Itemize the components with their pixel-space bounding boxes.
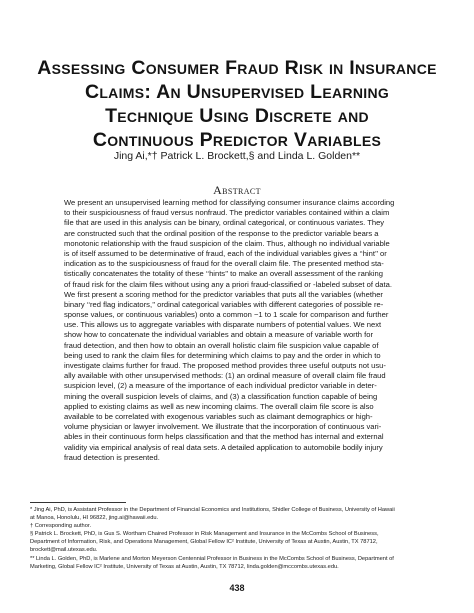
footnotes <box>30 506 446 571</box>
footnote-line: § Patrick L. Brockett, PhD, is Gus S. Wortham Chaired Professor in Risk Management and Insurance in the McCombs School of Business, <box>30 531 379 538</box>
abstract-body <box>64 198 414 463</box>
title-line: Continuous Predictor Variables <box>92 129 382 151</box>
author-list: Jing Ai,*† Patrick L. Brockett,§ and Linda L. Golden** <box>113 150 361 162</box>
abstract-line: volume physician or lawyer involvement. We illustrate that the incorporation of continuous vari- <box>64 422 382 432</box>
title-line: Claims: An Unsupervised Learning <box>84 81 390 103</box>
page-number: 438 <box>229 583 245 593</box>
abstract-line: ables in their continuous form helps classification and that the method has internal and external <box>64 432 384 442</box>
abstract-line: We present an unsupervised learning method for classifying consumer insurance claims according <box>64 198 395 207</box>
footnote-line: at Manoa, Honolulu, HI 96822, jing.ai@hawaii.edu. <box>30 515 159 522</box>
abstract-line: fraud detection is presented. <box>64 452 160 462</box>
abstract-line: sponse values, or continuous variables) onto a common −1 to 1 scale for comparison and further <box>64 310 389 320</box>
abstract-line: ally available with other unsupervised methods: (1) an ordinal measure of overall claim file fraud <box>64 371 386 381</box>
abstract-line: validity via empirical analysis of real data sets. A detailed application to automobile bodily injury <box>64 442 383 452</box>
paper-title <box>30 56 444 152</box>
abstract-line: monotonic relationship with the fraud suspicion of the claim. Thus, although no individual variable <box>64 238 390 248</box>
abstract-line: are constructed such that the ordinal position of the response to the predictor variable bears a <box>64 228 379 238</box>
footnote-rule <box>30 502 126 503</box>
abstract-line: use. This allows us to aggregate variables with disparate numbers of potential values. We next <box>64 320 382 330</box>
abstract-line: tistically concatenates the totality of these ‘‘hints’’ to make an overall assessment of the ranking <box>64 269 383 279</box>
abstract-heading: Abstract <box>213 183 261 197</box>
title-line: Assessing Consumer Fraud Risk in Insurance <box>37 57 437 79</box>
abstract-line: is of itself assumed to be determinative of fraud, each of the individual variables gives a ‘‘hint’’ or <box>64 248 387 258</box>
footnote-line: brockett@mail.utexas.edu. <box>30 547 98 554</box>
footnote-line: Marketing, Global Fellow IC² Institute, University of Texas at Austin, Austin, TX 78712, linda.golden@mccombs.utexas.edu. <box>30 563 339 570</box>
title-line: Technique Using Discrete and <box>105 105 369 127</box>
footnote-line: Department of Information, Risk, and Operations Management, Global Fellow IC² Institute, University of Texas at Austin, Austin, TX 78712, <box>30 539 378 546</box>
abstract-line: We first present a scoring method for the predictor variables that puts all the variables (whether <box>64 289 383 299</box>
abstract-line: show how to concatenate the individual variables and obtain a measure of variable worth for <box>64 330 373 340</box>
footnote-line: ** Linda L. Golden, PhD, is Marlene and Morton Meyerson Centennial Professor in Business in the McCombs School of Business, Department of <box>30 555 394 562</box>
footnote-line: * Jing Ai, PhD, is Assistant Professor in the Department of Financial Economics and Institutions, Shidler College of Business, University of Hawaii <box>30 507 395 513</box>
abstract-line: to their suspiciousness of fraud versus nonfraud. The predictor variables contained within a claim <box>64 208 390 218</box>
abstract-line: indication as to the suspiciousness of fraud for the overall claim file. The presented method sta- <box>64 259 384 269</box>
abstract-line: binary ‘‘red flag indicators,’’ ordinal categorical variables with different categories of possible re- <box>64 299 384 309</box>
abstract-line: of fraud risk for the claim files without using any a priori fraud-classified or -labeled subset of data. <box>64 279 392 289</box>
abstract-line: file that are used in this analysis can be binary, ordinal categorical, or continuous variates. They <box>64 218 385 228</box>
footnote-line: † Corresponding author. <box>30 523 92 530</box>
abstract-line: suspicion level, (2) a measure of the importance of each individual predictor variable in deter- <box>64 381 377 391</box>
abstract-line: applied to existing claims as well as new incoming claims. The overall claim file score is also <box>64 401 374 411</box>
abstract-line: available to be correlated with exogenous variables such as claimant demographics or high- <box>64 411 373 421</box>
abstract-line: fraud detection, and then how to obtain an overall holistic claim file suspicion value capable of <box>64 340 379 350</box>
abstract-line: investigate claims further for fraud. The proposed method provides three useful outputs not usu- <box>64 361 386 370</box>
abstract-line: being used to rank the claim files for determining which claims to pay and the order in which to <box>64 350 381 360</box>
abstract-line: mining the overall suspicion levels of claims, and (3) a classification function capable of being <box>64 391 378 401</box>
